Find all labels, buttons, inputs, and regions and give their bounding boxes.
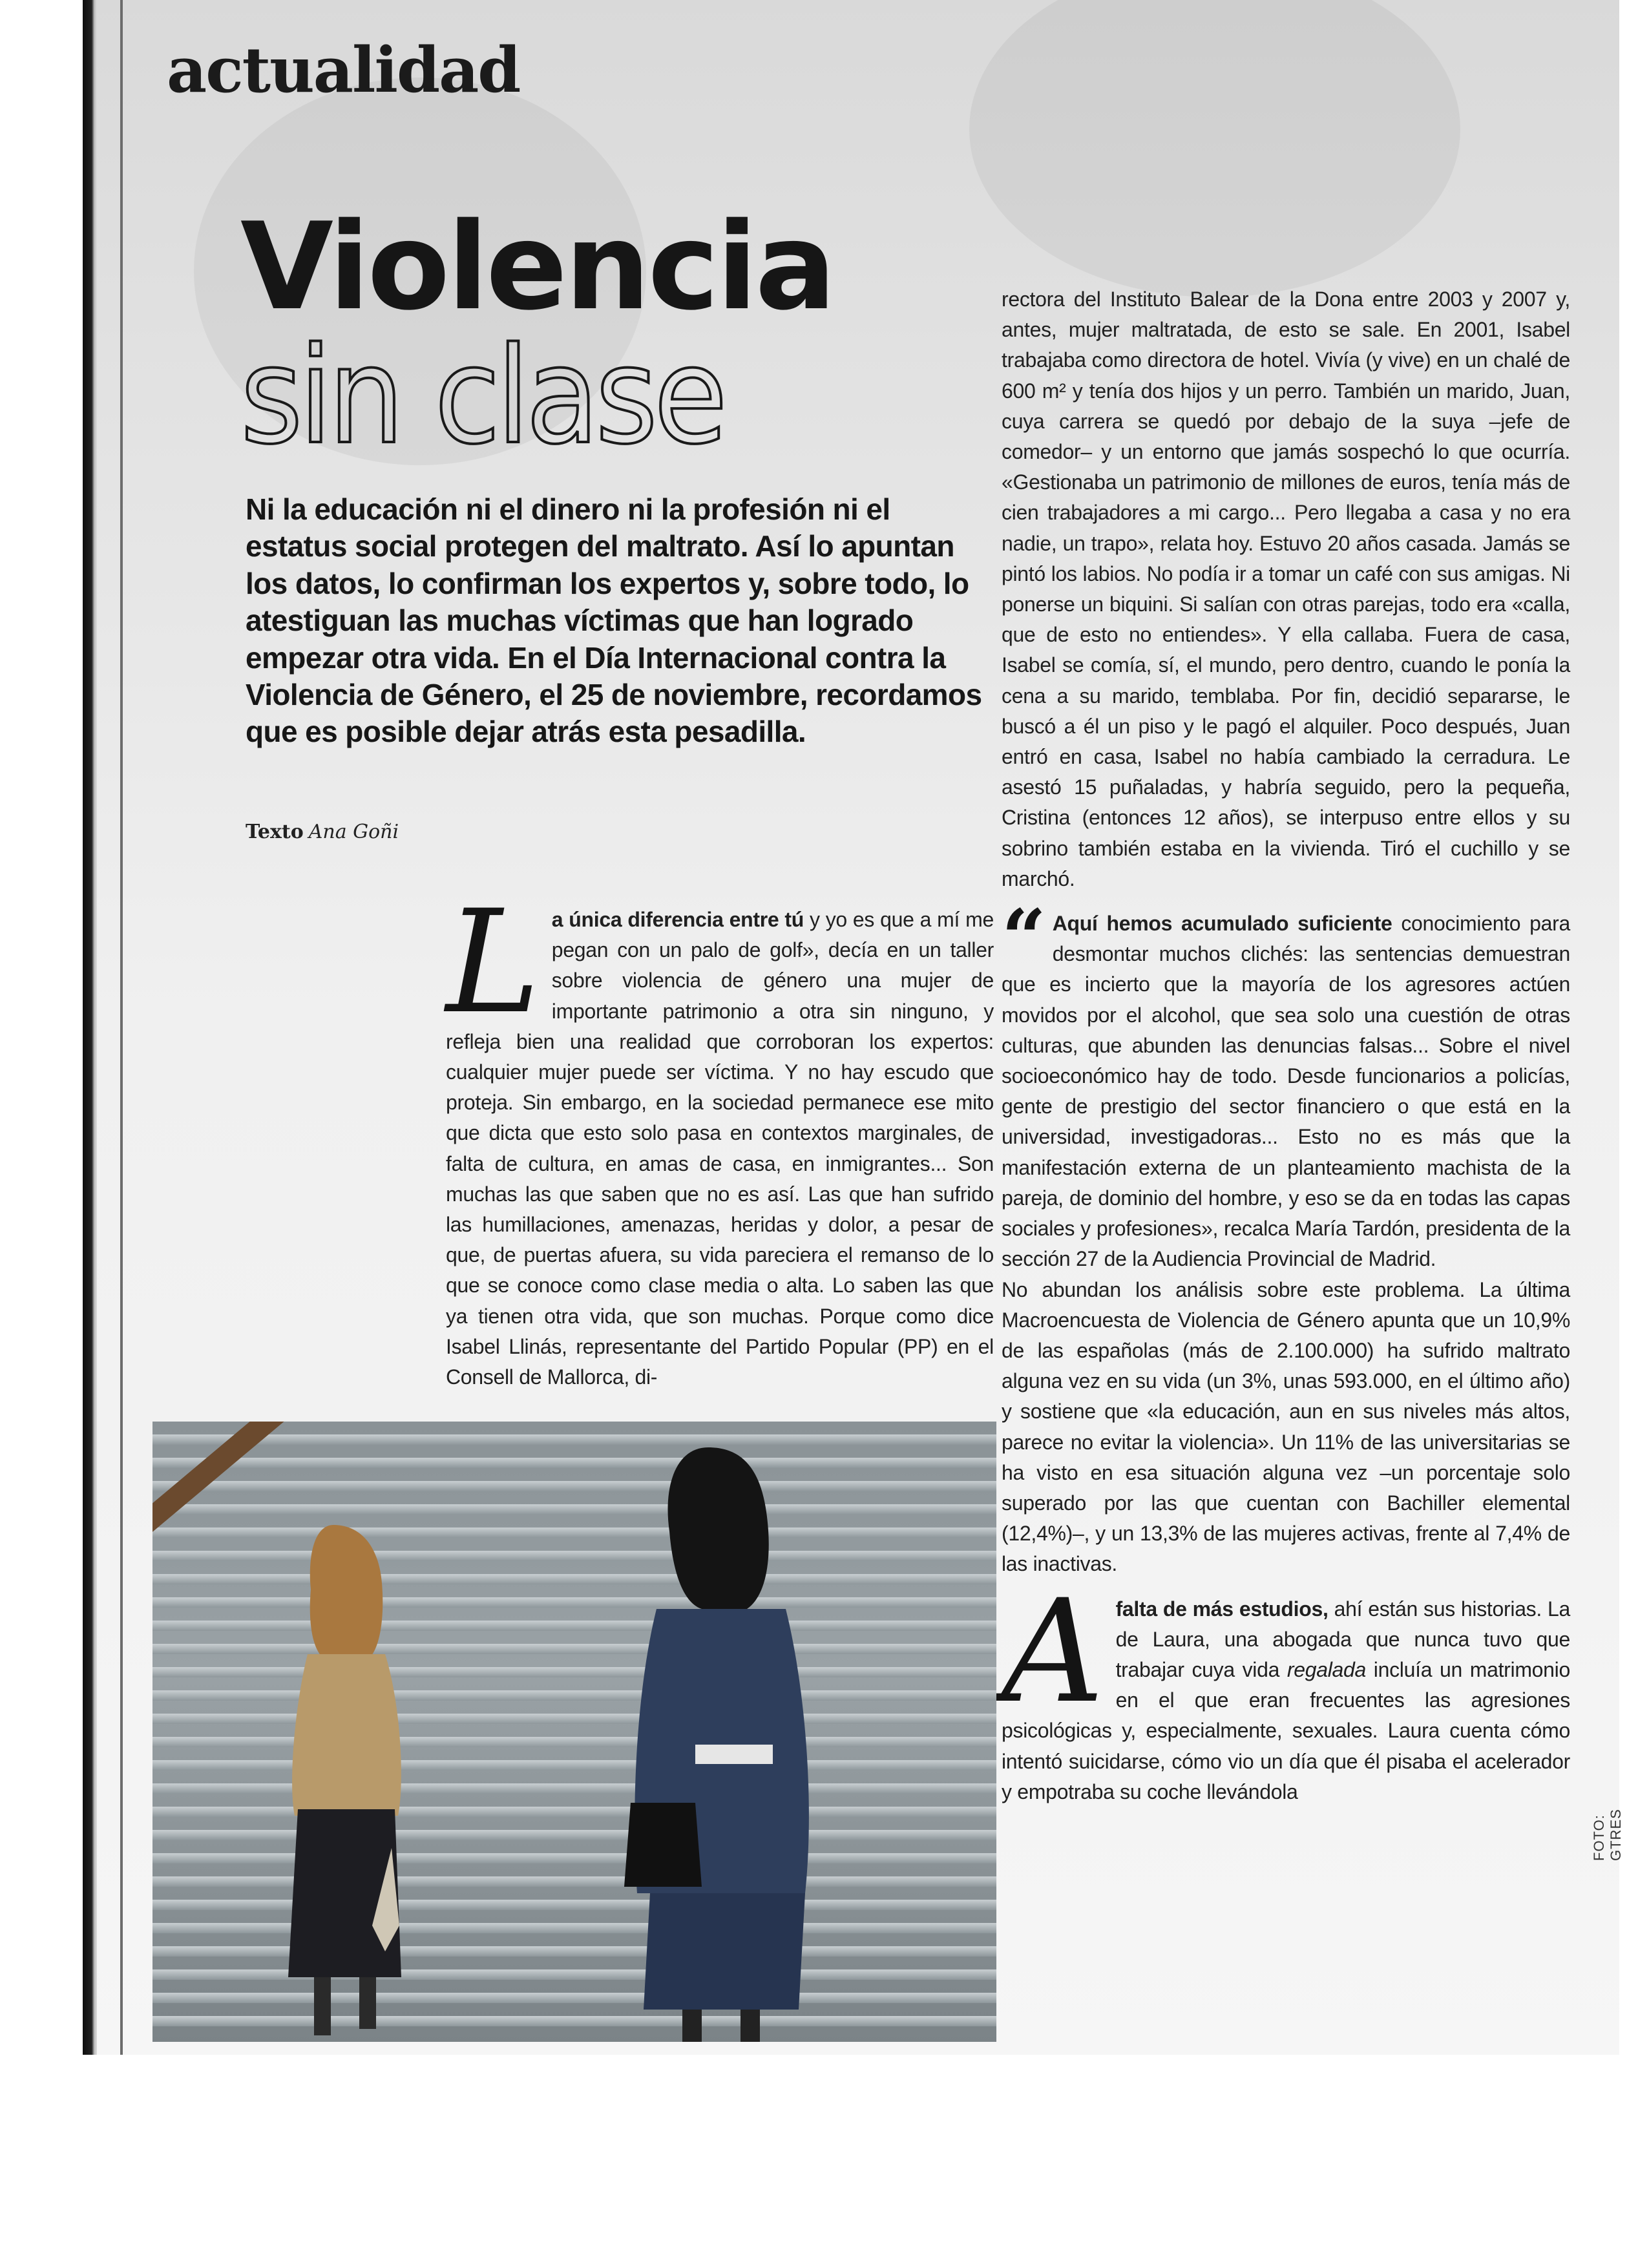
stair-step bbox=[152, 1551, 996, 1561]
stair-step bbox=[152, 1760, 996, 1770]
stair-step bbox=[152, 1969, 996, 1980]
quote-lead-in: Aquí hemos acumulado suficiente bbox=[1052, 912, 1392, 936]
body-paragraph: No abundan los análisis sobre este problema. La última Macroencuesta de Violencia de Género apunta que un 10,9% de las españolas (más de 2.100.000) ha sufrido maltrato alguna vez en su vida (un 3%, unas 593.000, en el último año) y sostiene que «la educación, aun en sus niveles más altos, parece no evitar la violencia». Un 11% de las universitarias se ha visto en esa situación alguna vez –un porcentaje solo superado por las que cuentan con Bachiller elemental (12,4%)–, y un 13,3% de las mujeres activas, frente al 7,4% de las inactivas. bbox=[1002, 1277, 1570, 1576]
drop-cap: L bbox=[446, 879, 540, 1045]
byline-label: Texto bbox=[246, 821, 304, 843]
stair-step bbox=[152, 1667, 996, 1677]
stair-step bbox=[152, 1574, 996, 1584]
stair-step bbox=[152, 1528, 996, 1538]
body-paragraph bbox=[1002, 1568, 1570, 1807]
byline bbox=[246, 821, 399, 843]
stair-step bbox=[152, 1597, 996, 1608]
stair-step bbox=[152, 1737, 996, 1747]
woman-reading-figure bbox=[611, 1441, 831, 2042]
paragraph-spacer bbox=[1002, 894, 1570, 908]
stair-step bbox=[152, 1807, 996, 1817]
stair-step bbox=[152, 1458, 996, 1468]
paragraph-text: incluía un matrimonio en el que eran frecuentes las agresiones psicológicas y, especialmente, sexuales. Laura cuenta cómo intentó suicidarse, cómo vio un día que él pisaba el acelerador y empotraba su coche llevándola bbox=[1002, 1657, 1570, 1803]
byline-author: Ana Goñi bbox=[308, 821, 399, 843]
headline-outline bbox=[240, 319, 724, 474]
paragraph-text: ahí están sus historias. La de Laura, una abogada que nunca tuvo que trabajar cuya vida bbox=[1115, 1597, 1570, 1681]
body-paragraph bbox=[446, 879, 994, 1392]
standfirst: Ni la educación ni el dinero ni la profesión ni el estatus social protegen del maltrato. Así lo apuntan los datos, lo confirman los expertos y, sobre todo, lo atestiguan las muchas víctimas que han logrado empezar otra vida. En el Día Internacional contra la Violencia de Género, el 25 de noviembre, recordamos que es posible dejar atrás esta pesadilla. bbox=[246, 492, 982, 749]
headline-bold: Violencia bbox=[240, 196, 834, 337]
stair-step bbox=[152, 1830, 996, 1840]
stair-step bbox=[152, 1946, 996, 1957]
drop-cap: A bbox=[1002, 1568, 1104, 1734]
headline-outline-text: sin clase bbox=[240, 319, 724, 474]
lead-in: falta de más estudios, bbox=[1115, 1597, 1329, 1621]
stair-step bbox=[152, 1481, 996, 1491]
quote-text: conocimiento para desmontar muchos clichés: las sentencias demuestran que es incierto que la mayoría de los agresores actúen movidos por el alcohol, que sea solo una cuestión de otras culturas, que abunden las denuncias falsas... Sobre el nivel socioeconómico hay de todo. Desde funcionarios a policías, gente de prestigio del sector financiero o que está en la universidad, investigadoras... Esto no es más que la manifestación externa de un planteamiento machista de la pareja, de dominio del hombre, y eso se da en todas las capas sociales y profesiones», recalca María Tardón, presidenta de la sección 27 de la Audiencia Provincial de Madrid. bbox=[1002, 912, 1570, 1271]
photo-credit: FOTO: GTRES bbox=[1591, 1809, 1624, 1861]
page-right-margin bbox=[1619, 0, 1649, 2055]
stair-step bbox=[152, 2016, 996, 2026]
open-quote-mark: “ bbox=[1002, 892, 1046, 984]
stair-step bbox=[152, 1923, 996, 1933]
background-ghost-figure bbox=[969, 0, 1460, 297]
stair-step bbox=[152, 1783, 996, 1794]
page-bottom-margin bbox=[0, 2055, 1649, 2268]
stair-step bbox=[152, 1714, 996, 1724]
lead-in: a única diferencia entre tú bbox=[551, 908, 804, 931]
stair-step bbox=[152, 1690, 996, 1701]
pull-quote-paragraph bbox=[1002, 892, 1570, 1274]
stair-step bbox=[152, 1621, 996, 1631]
woman-walking-figure bbox=[288, 1512, 404, 2042]
page-binding-edge bbox=[0, 0, 97, 2055]
section-label: actualidad bbox=[167, 34, 520, 107]
stair-step bbox=[152, 1644, 996, 1654]
stair-step bbox=[152, 1993, 996, 2003]
italic-word: regalada bbox=[1287, 1657, 1367, 1681]
stair-step bbox=[152, 1876, 996, 1887]
body-paragraph: rectora del Instituto Balear de la Dona entre 2003 y 2007 y, antes, mujer maltratada, de esto se sale. En 2001, Isabel trabajaba como directora de hotel. Vivía (y vive) en un chalé de 600 m² y tenía dos hijos y un perro. También un marido, Juan, cuya carrera se quedó por debajo de la suya –jefe de comedor– y un entorno que jamás sospechó lo que ocurría. «Gestionaba un patrimonio de millones de euros, tenía más de cien trabajadores a mi cargo... Pero llegaba a casa y no era nadie, un trapo», relata hoy. Estuvo 20 años casada. Jamás se pintó los labios. No podía ir a tomar un café con sus amigas. Ni ponerse un biquini. Si salían con otras parejas, todo era «calla, que de esto no entiendes». Y ella callaba. Fuera de casa, Isabel se comía, sí, el mundo, pero dentro, cuando le ponía la cena a su marido, temblaba. Por fin, decidió separarse, le buscó a él un piso y le pagó el alquiler. Poco después, Juan entró en casa, Isabel no había cambiado la cerradura. Le asestó 15 puñaladas, y habría seguido, pero la pequeña, Cristina (entonces 12 años), se interpuso entre ellos y su sobrino también estaba en la vivienda. Tiró el cuchillo y se marchó. bbox=[1002, 288, 1570, 890]
stair-step bbox=[152, 1900, 996, 1910]
article-photo bbox=[152, 1422, 996, 2042]
body-column-left bbox=[446, 879, 994, 1392]
paragraph-text: y yo es que a mí me pegan con un palo de golf», decía en un taller sobre violencia de género una mujer de importante patrimonio a otra sin ninguno, y refleja bien una realidad que corroboran los expertos: cualquier mujer puede ser víctima. Y no hay escudo que proteja. Sin embargo, en la sociedad permanece ese mito que dicta que esto solo pasa en contextos marginales, de falta de cultura, en amas de casa, en inmigrantes... Son muchas las que saben que no es así. Las que han sufrido las humillaciones, amenazas, heridas y dolor, a pesar de que, de puertas afuera, su vida pareciera el remanso de lo que se conoce como clase media o alta. Lo saben las que ya tienen otra vida, que son muchas. Porque como dice Isabel Llinás, representante del Partido Popular (PP) en el Consell de Mallorca, di- bbox=[446, 908, 994, 1389]
binding-line bbox=[120, 0, 123, 2055]
body-column-right bbox=[1002, 284, 1570, 1807]
stair-step bbox=[152, 1504, 996, 1515]
stair-step bbox=[152, 1853, 996, 1864]
stair-step bbox=[152, 1434, 996, 1445]
